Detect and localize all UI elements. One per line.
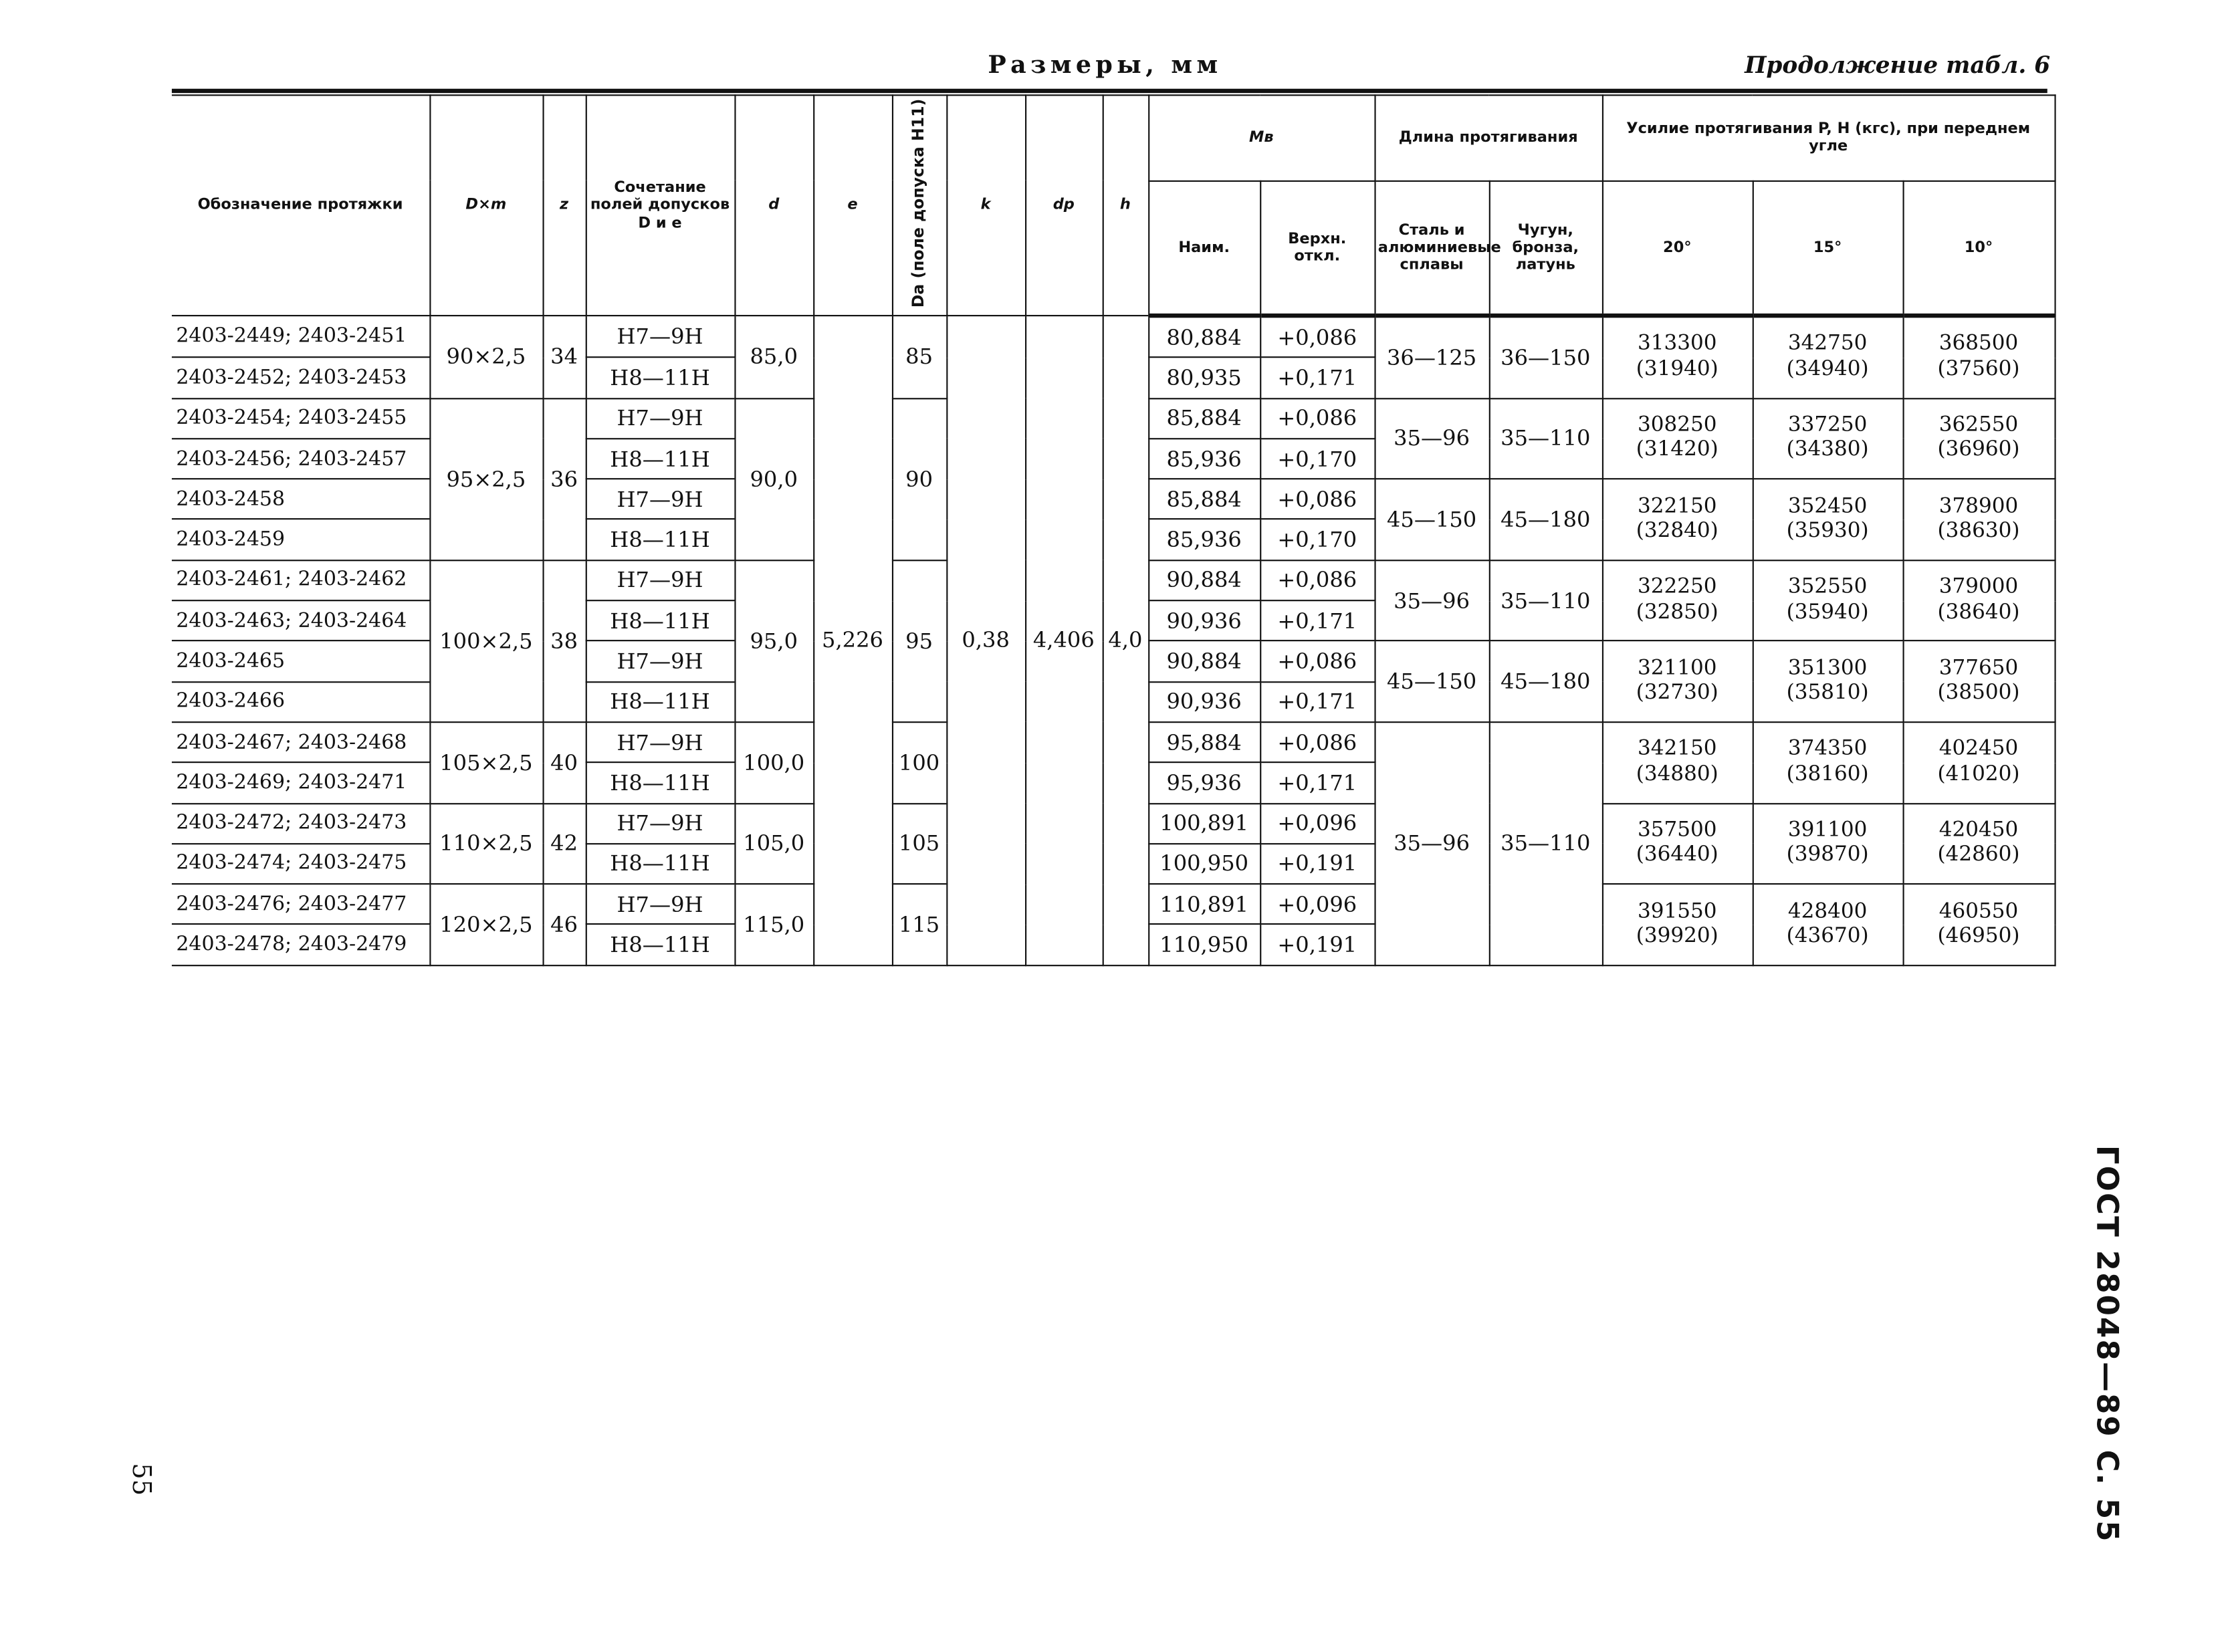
length-cast-cell: 35—110 [1489,560,1602,641]
col-da-label: Da (поле допуска H11) [908,98,927,308]
mv-dev-cell: +0,191 [1260,925,1374,965]
force-cell [1903,479,2055,560]
force-value: 313300 [1638,332,1717,356]
force-cell [1753,722,1903,803]
da-cell: 90 [892,398,946,560]
tolerance-cell: H8—11H [586,600,735,641]
sizes-caption: Размеры, мм [988,51,1222,80]
force-value: 420450 [1938,818,2019,842]
force-cell [1753,398,1903,479]
mv-min-cell: 110,950 [1148,925,1260,965]
page-number: 55 [126,1463,156,1496]
dp-cell: 4,406 [1025,316,1103,965]
force-cell [1753,803,1903,884]
length-steel-cell: 35—96 [1374,560,1488,641]
designation-cell: 2403-2469; 2403-2471 [172,763,429,804]
force-cell [1753,560,1903,641]
mv-min-cell: 95,884 [1148,722,1260,763]
dxm-cell: 110×2,5 [429,803,542,884]
mv-min-cell: 100,950 [1148,844,1260,884]
force-kgf: (38160) [1786,762,1869,786]
mv-dev-cell: +0,171 [1260,358,1374,398]
length-steel-cell: 35—96 [1374,398,1488,479]
col-force-20: 20° [1602,181,1753,316]
length-cast-cell: 45—180 [1489,479,1602,560]
z-cell: 34 [542,316,585,398]
col-mv-dev: Верхн. откл. [1260,181,1374,316]
force-kgf: (36440) [1636,843,1718,867]
force-value: 322150 [1638,494,1717,518]
force-cell [1602,803,1753,884]
col-k: k [946,95,1025,316]
col-force-15: 15° [1753,181,1903,316]
table-body [172,316,2055,965]
e-cell: 5,226 [813,316,892,965]
force-kgf: (46950) [1937,924,2020,948]
col-e: e [813,95,892,316]
force-cell [1602,722,1753,803]
tolerance-cell: H8—11H [586,358,735,398]
col-force-10: 10° [1903,181,2055,316]
force-value: 321100 [1638,657,1717,680]
force-value: 391100 [1787,818,1868,842]
force-cell [1903,560,2055,641]
force-cell [1903,884,2055,965]
designation-cell: 2403-2456; 2403-2457 [172,439,429,479]
col-length-steel: Сталь и алюминиевые сплавы [1374,181,1488,316]
force-value: 322250 [1638,576,1717,599]
z-cell: 40 [542,722,585,803]
force-value: 352550 [1787,576,1868,599]
col-dp: dp [1025,95,1103,316]
force-kgf: (34940) [1786,357,1869,381]
mv-min-cell: 80,935 [1148,358,1260,398]
gost-reference: ГОСТ 28048—89 С. 55 [2090,1145,2125,1543]
col-tolerance-combo: Сочетание полей допусков D и e [586,95,735,316]
force-value: 378900 [1938,494,2019,518]
tolerance-cell: H7—9H [586,479,735,520]
mv-dev-cell: +0,096 [1260,884,1374,925]
h-cell: 4,0 [1103,316,1149,965]
mv-min-cell: 80,884 [1148,316,1260,358]
designation-cell: 2403-2459 [172,519,429,560]
designation-cell: 2403-2466 [172,681,429,722]
designation-cell: 2403-2458 [172,479,429,520]
tolerance-cell: H8—11H [586,925,735,965]
length-cast-cell: 45—180 [1489,641,1602,722]
force-kgf: (38630) [1937,519,2020,543]
force-value: 428400 [1787,899,1868,923]
mv-dev-cell: +0,191 [1260,844,1374,884]
col-length-cast: Чугун, бронза, латунь [1489,181,1602,316]
z-cell: 46 [542,884,585,965]
length-steel-cell: 45—150 [1374,641,1488,722]
da-cell: 95 [892,560,946,722]
force-cell [1753,884,1903,965]
col-mv-min: Наим. [1148,181,1260,316]
force-cell [1753,316,1903,398]
tolerance-cell: H8—11H [586,681,735,722]
mv-min-cell: 85,936 [1148,439,1260,479]
dxm-cell: 100×2,5 [429,560,542,722]
mv-dev-cell: +0,171 [1260,763,1374,804]
force-value: 357500 [1638,818,1717,842]
force-kgf: (37560) [1937,357,2020,381]
force-value: 374350 [1787,737,1868,761]
force-value: 352450 [1787,494,1868,518]
tolerance-cell: H7—9H [586,560,735,601]
length-cast-cell: 35—110 [1489,722,1602,965]
force-kgf: (39870) [1786,843,1869,867]
mv-dev-cell: +0,171 [1260,681,1374,722]
force-cell [1753,641,1903,722]
designation-cell: 2403-2454; 2403-2455 [172,398,429,439]
d-cell: 85,0 [734,316,813,398]
designation-cell: 2403-2472; 2403-2473 [172,803,429,844]
length-steel-cell: 45—150 [1374,479,1488,560]
dxm-cell: 120×2,5 [429,884,542,965]
force-value: 379000 [1938,576,2019,599]
col-da [892,95,946,316]
tolerance-cell: H7—9H [586,641,735,682]
force-value: 402450 [1938,737,2019,761]
tolerance-cell: H7—9H [586,722,735,763]
force-cell [1903,722,2055,803]
force-kgf: (31420) [1636,438,1718,462]
d-cell: 90,0 [734,398,813,560]
broach-dimensions-table [172,94,2056,965]
mv-min-cell: 95,936 [1148,763,1260,804]
col-length: Длина протягивания [1374,95,1601,181]
tolerance-cell: H7—9H [586,316,735,358]
mv-dev-cell: +0,170 [1260,519,1374,560]
designation-cell: 2403-2452; 2403-2453 [172,358,429,398]
table-row [172,316,2055,358]
length-steel-cell: 35—96 [1374,722,1488,965]
force-cell [1602,479,1753,560]
tolerance-cell: H8—11H [586,844,735,884]
designation-cell: 2403-2463; 2403-2464 [172,600,429,641]
mv-min-cell: 100,891 [1148,803,1260,844]
mv-dev-cell: +0,086 [1260,398,1374,439]
force-kgf: (38500) [1937,681,2020,705]
dxm-cell: 90×2,5 [429,316,542,398]
force-kgf: (32850) [1636,600,1718,624]
force-kgf: (34380) [1786,438,1869,462]
force-kgf: (32730) [1636,681,1718,705]
mv-min-cell: 85,884 [1148,398,1260,439]
designation-cell: 2403-2478; 2403-2479 [172,925,429,965]
mv-min-cell: 90,936 [1148,600,1260,641]
force-cell [1602,641,1753,722]
designation-cell: 2403-2449; 2403-2451 [172,316,429,358]
col-mv: Mв [1148,95,1374,181]
force-cell [1602,884,1753,965]
da-cell: 100 [892,722,946,803]
z-cell: 36 [542,398,585,560]
length-steel-cell: 36—125 [1374,316,1488,398]
force-kgf: (42860) [1937,843,2020,867]
d-cell: 95,0 [734,560,813,722]
col-dxm: D×m [429,95,542,316]
force-cell [1602,398,1753,479]
mv-min-cell: 90,884 [1148,560,1260,601]
force-kgf: (35930) [1786,519,1869,543]
designation-cell: 2403-2465 [172,641,429,682]
dxm-cell: 105×2,5 [429,722,542,803]
col-h: h [1103,95,1149,316]
force-kgf: (34880) [1636,762,1718,786]
length-cast-cell: 35—110 [1489,398,1602,479]
mv-dev-cell: +0,086 [1260,316,1374,358]
mv-min-cell: 90,936 [1148,681,1260,722]
force-value: 368500 [1938,332,2019,356]
tolerance-cell: H7—9H [586,803,735,844]
mv-min-cell: 90,884 [1148,641,1260,682]
top-rule [172,89,2047,93]
da-cell: 105 [892,803,946,884]
force-cell [1602,316,1753,398]
force-cell [1903,316,2055,398]
force-value: 342150 [1638,737,1717,761]
force-value: 377650 [1938,657,2019,680]
mv-dev-cell: +0,086 [1260,722,1374,763]
z-cell: 38 [542,560,585,722]
force-cell [1903,398,2055,479]
force-kgf: (41020) [1937,762,2020,786]
length-cast-cell: 36—150 [1489,316,1602,398]
mv-dev-cell: +0,096 [1260,803,1374,844]
force-kgf: (35940) [1786,600,1869,624]
mv-dev-cell: +0,171 [1260,600,1374,641]
force-kgf: (36960) [1937,438,2020,462]
da-cell: 85 [892,316,946,398]
dxm-cell: 95×2,5 [429,398,542,560]
force-kgf: (39920) [1636,924,1718,948]
force-kgf: (38640) [1937,600,2020,624]
force-kgf: (32840) [1636,519,1718,543]
force-value: 342750 [1787,332,1868,356]
mv-dev-cell: +0,086 [1260,560,1374,601]
mv-dev-cell: +0,086 [1260,641,1374,682]
tolerance-cell: H8—11H [586,519,735,560]
designation-cell: 2403-2476; 2403-2477 [172,884,429,925]
force-value: 391550 [1638,899,1717,923]
designation-cell: 2403-2461; 2403-2462 [172,560,429,601]
da-cell: 115 [892,884,946,965]
force-kgf: (43670) [1786,924,1869,948]
designation-cell: 2403-2474; 2403-2475 [172,844,429,884]
d-cell: 115,0 [734,884,813,965]
force-value: 460550 [1938,899,2019,923]
tolerance-cell: H7—9H [586,398,735,439]
mv-min-cell: 85,884 [1148,479,1260,520]
col-designation: Обозначение протяжки [172,95,429,316]
designation-cell: 2403-2467; 2403-2468 [172,722,429,763]
col-d: d [734,95,813,316]
force-value: 337250 [1787,413,1868,437]
mv-dev-cell: +0,170 [1260,439,1374,479]
col-force: Усилие протягивания P, Н (кгс), при переднем угле [1602,95,2055,181]
mv-min-cell: 85,936 [1148,519,1260,560]
force-cell [1753,479,1903,560]
mv-dev-cell: +0,086 [1260,479,1374,520]
z-cell: 42 [542,803,585,884]
tolerance-cell: H8—11H [586,439,735,479]
force-value: 308250 [1638,413,1717,437]
tolerance-cell: H7—9H [586,884,735,925]
mv-min-cell: 110,891 [1148,884,1260,925]
force-cell [1903,641,2055,722]
col-z: z [542,95,585,316]
force-value: 351300 [1787,657,1868,680]
k-cell: 0,38 [946,316,1025,965]
force-kgf: (35810) [1786,681,1869,705]
d-cell: 100,0 [734,722,813,803]
force-kgf: (31940) [1636,357,1718,381]
d-cell: 105,0 [734,803,813,884]
force-cell [1903,803,2055,884]
force-cell [1602,560,1753,641]
force-value: 362550 [1938,413,2019,437]
continuation-caption: Продолжение табл. 6 [1745,51,2051,79]
tolerance-cell: H8—11H [586,763,735,804]
